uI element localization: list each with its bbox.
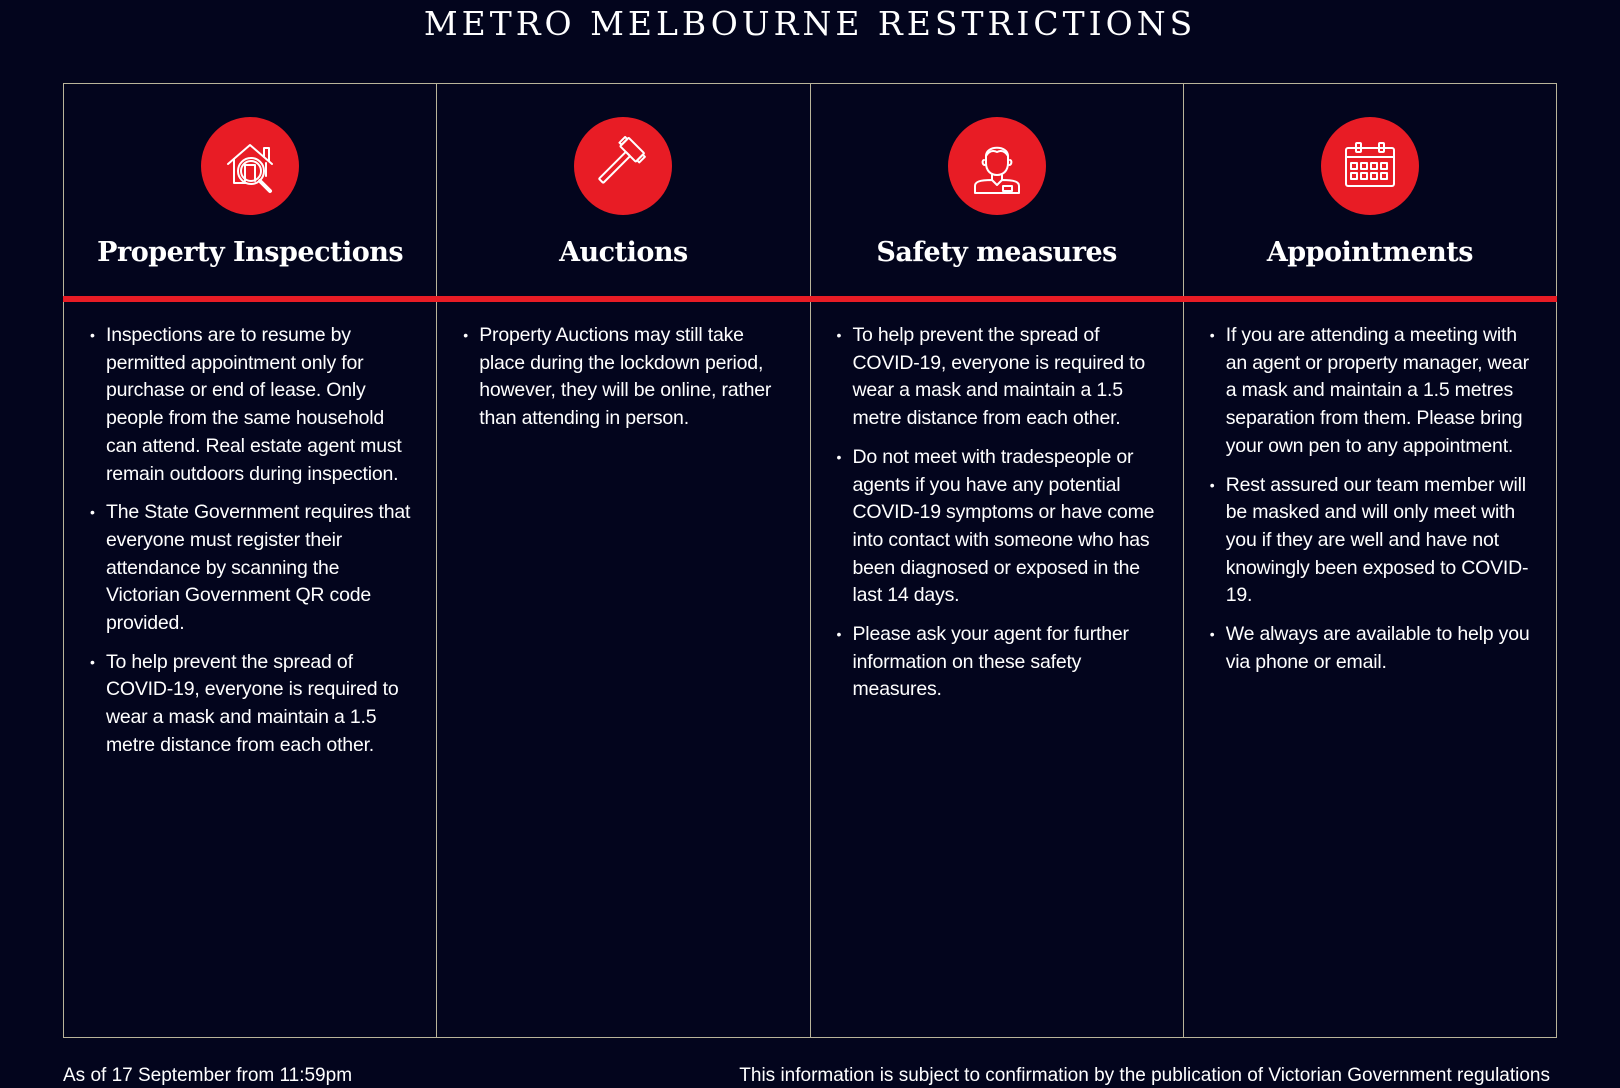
column-auctions — [436, 84, 809, 1037]
column-header — [1184, 84, 1556, 296]
bullet-list — [64, 296, 436, 760]
list-item: • Inspections are to resume by permitted appointment only for purchase or end of lease. Only people from the same household can attend. Real estate agent must remain outdoors during inspection. — [106, 322, 412, 488]
header-divider — [63, 296, 1557, 302]
bullet-list — [1184, 296, 1556, 676]
calendar-icon — [1321, 117, 1419, 215]
column-title: Auctions — [559, 237, 688, 268]
column-safety-measures — [810, 84, 1183, 1037]
page-title: METRO MELBOURNE RESTRICTIONS — [423, 4, 1197, 43]
column-header — [64, 84, 436, 296]
list-item: • Do not meet with tradespeople or agents if you have any potential COVID-19 symptoms or have come into contact with someone who has been diagnosed or exposed in the last 14 days. — [853, 444, 1159, 610]
list-item: • We always are available to help you via phone or email. — [1226, 621, 1532, 676]
list-item: • Please ask your agent for further information on these safety measures. — [853, 621, 1159, 704]
column-appointments — [1183, 84, 1556, 1037]
gavel-icon — [574, 117, 672, 215]
list-item: • To help prevent the spread of COVID-19, everyone is required to wear a mask and maintain a 1.5 metre distance from each other. — [106, 649, 412, 760]
list-item: • To help prevent the spread of COVID-19, everyone is required to wear a mask and maintain a 1.5 metre distance from each other. — [853, 322, 1159, 433]
column-header — [437, 84, 809, 296]
column-header — [811, 84, 1183, 296]
bullet-list — [437, 296, 809, 433]
house-magnifier-icon — [201, 117, 299, 215]
column-property-inspections — [64, 84, 436, 1037]
footer-date-note: As of 17 September from 11:59pm — [63, 1065, 353, 1086]
bullet-list — [811, 296, 1183, 704]
column-title: Property Inspections — [97, 237, 404, 268]
person-icon — [948, 117, 1046, 215]
column-title: Appointments — [1266, 237, 1473, 268]
column-title: Safety measures — [876, 237, 1117, 268]
list-item: • Property Auctions may still take place during the lockdown period, however, they will be online, rather than attending in person. — [479, 322, 785, 433]
restrictions-grid — [63, 83, 1557, 1038]
list-item: • If you are attending a meeting with an agent or property manager, wear a mask and maintain a 1.5 metres separation from them. Please bring your own pen to any appointment. — [1226, 322, 1532, 461]
list-item: • Rest assured our team member will be masked and will only meet with you if they are well and have not knowingly been exposed to COVID-19. — [1226, 472, 1532, 611]
list-item: • The State Government requires that everyone must register their attendance by scanning the Victorian Government QR code provided. — [106, 499, 412, 638]
footer-disclaimer: This information is subject to confirmation by the publication of Victorian Government regulations — [739, 1065, 1550, 1086]
